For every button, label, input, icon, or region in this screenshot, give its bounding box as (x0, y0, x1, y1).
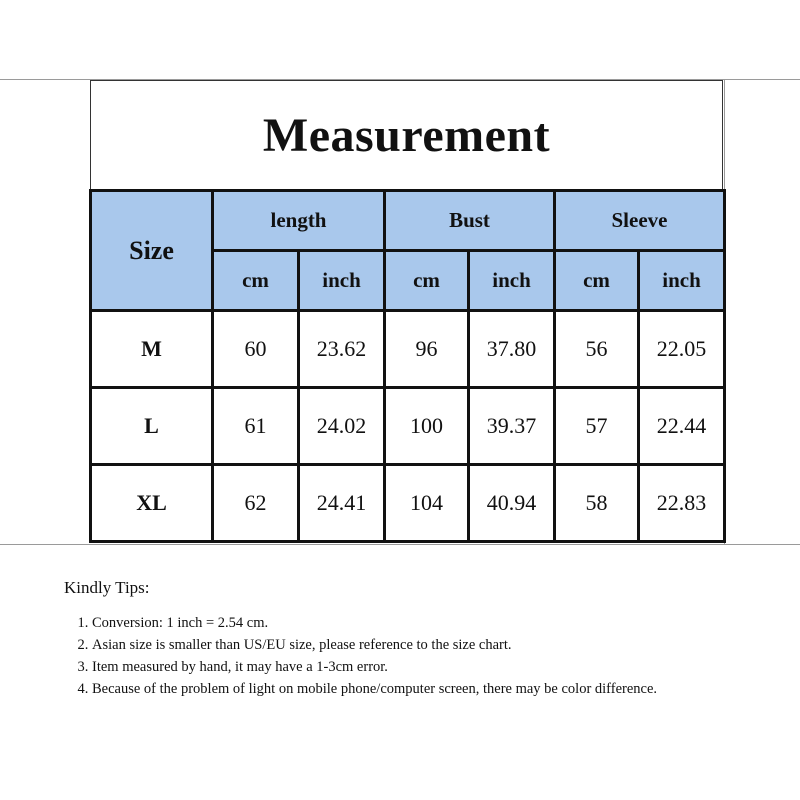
table-row (91, 388, 725, 465)
table-cell: 57 (555, 388, 639, 465)
page-title: Measurement (262, 109, 551, 162)
table-cell: 39.37 (469, 388, 555, 465)
size-header: Size (91, 191, 213, 311)
tip-item: 1. Conversion: 1 inch = 2.54 cm. (92, 612, 744, 634)
unit-header: cm (555, 251, 639, 311)
table-cell: 104 (385, 465, 469, 542)
table-cell: 100 (385, 388, 469, 465)
table-cell: 96 (385, 311, 469, 388)
tip-item: 2. Asian size is smaller than US/EU size, please reference to the size chart. (92, 634, 744, 656)
table-cell: 56 (555, 311, 639, 388)
table-cell: 24.02 (299, 388, 385, 465)
table-cell: 22.05 (639, 311, 725, 388)
table-cell: 61 (213, 388, 299, 465)
unit-header: inch (639, 251, 725, 311)
table-row (91, 465, 725, 542)
table-cell: 60 (213, 311, 299, 388)
size-chart-table (89, 189, 726, 543)
table-cell: 58 (555, 465, 639, 542)
tips-list (64, 612, 744, 700)
table-cell: 37.80 (469, 311, 555, 388)
bottom-rule (0, 544, 800, 545)
header-row-groups (91, 191, 725, 251)
table-cell: 24.41 (299, 465, 385, 542)
size-label: XL (91, 465, 213, 542)
table-cell: 62 (213, 465, 299, 542)
unit-header: cm (213, 251, 299, 311)
table-cell: 23.62 (299, 311, 385, 388)
unit-header: cm (385, 251, 469, 311)
group-header-length: length (213, 191, 385, 251)
group-header-bust: Bust (385, 191, 555, 251)
tips-title: Kindly Tips: (64, 578, 150, 597)
tip-item: 4. Because of the problem of light on mobile phone/computer screen, there may be color difference. (92, 678, 744, 700)
tip-item: 3. Item measured by hand, it may have a 1-3cm error. (92, 656, 744, 678)
size-label: M (91, 311, 213, 388)
table-cell: 22.44 (639, 388, 725, 465)
unit-header: inch (299, 251, 385, 311)
tips-section (64, 578, 744, 700)
unit-header: inch (469, 251, 555, 311)
group-header-sleeve: Sleeve (555, 191, 725, 251)
table-row (91, 311, 725, 388)
size-label: L (91, 388, 213, 465)
table-cell: 40.94 (469, 465, 555, 542)
table-cell: 22.83 (639, 465, 725, 542)
